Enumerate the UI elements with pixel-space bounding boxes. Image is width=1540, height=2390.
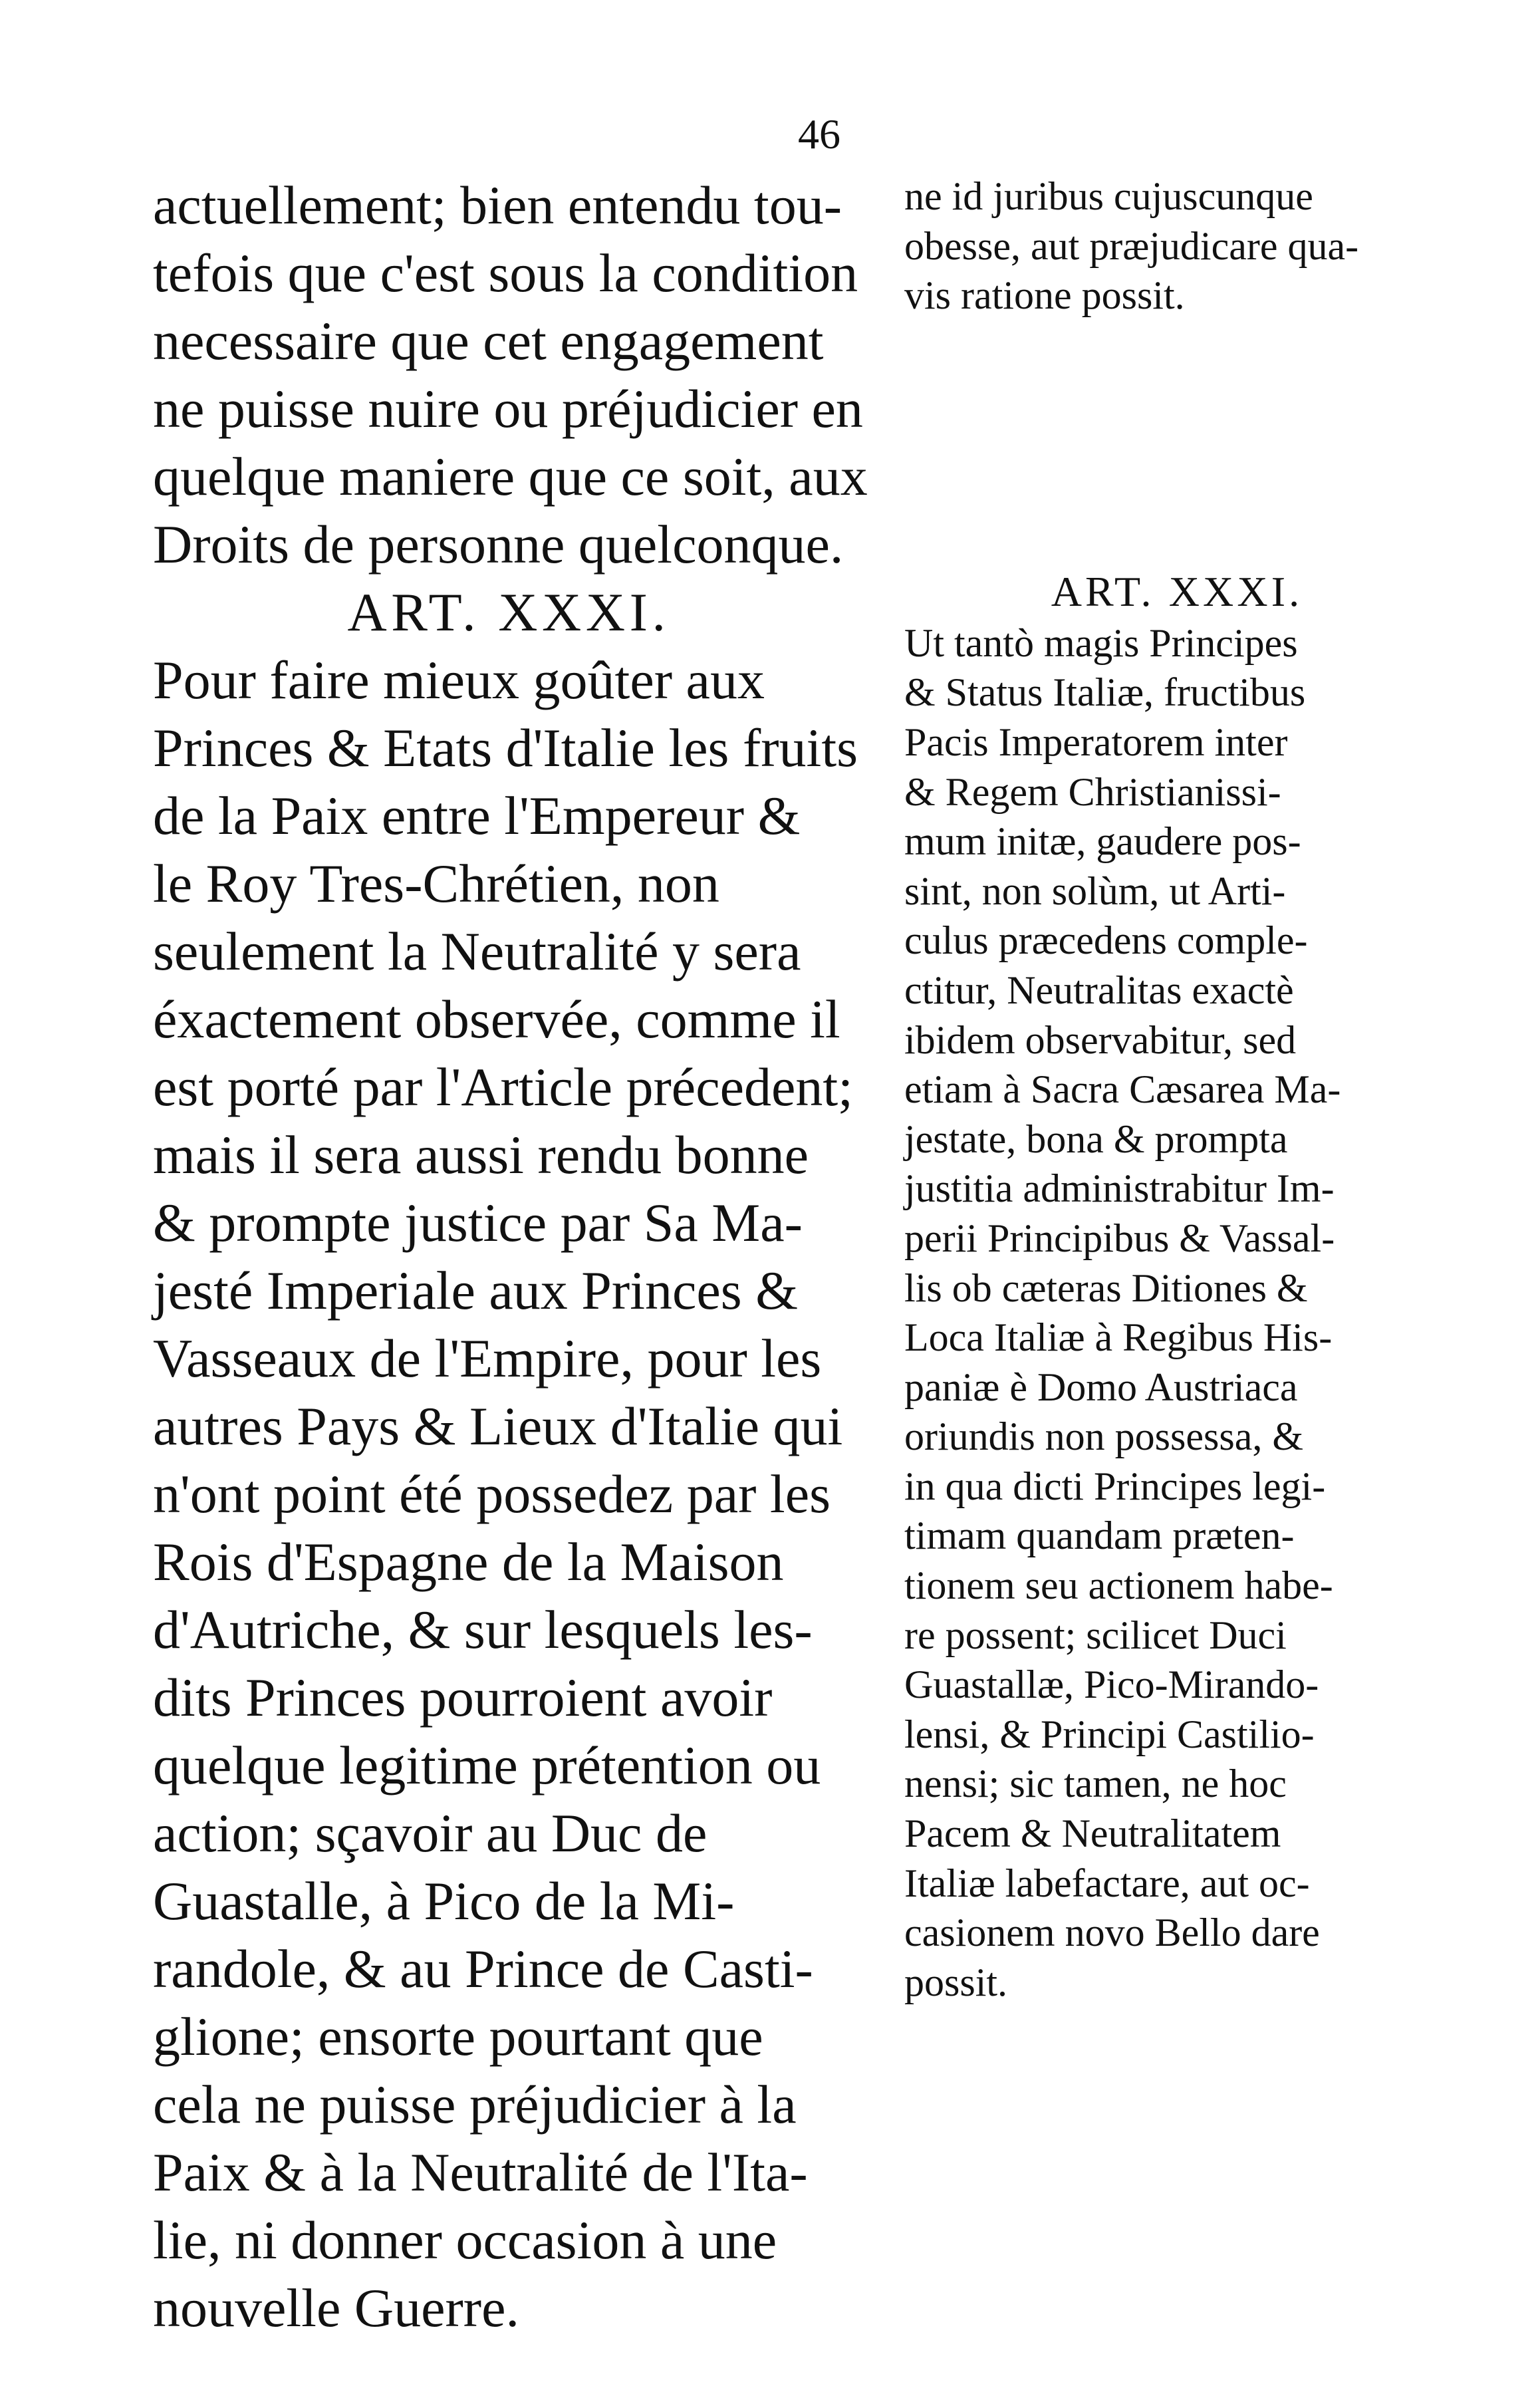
french-text-line: Paix & à la Neutralité de l'Ita-	[153, 2142, 808, 2202]
french-text-line: actuellement; bien entendu tou-	[153, 175, 842, 235]
latin-text-line: etiam à Sacra Cæsarea Ma-	[904, 1067, 1341, 1112]
latin-text-line: & Regem Christianissi-	[904, 769, 1281, 814]
french-text-line: est porté par l'Article précedent;	[153, 1057, 853, 1117]
latin-text-line: ne id juribus cujuscunque	[904, 174, 1313, 218]
french-article-heading: ART. XXXI.	[347, 582, 670, 642]
latin-continuation	[904, 172, 1450, 321]
latin-text-line: casionem novo Bello dare	[904, 1911, 1320, 1955]
french-text-line: éxactement observée, comme il	[153, 989, 840, 1049]
latin-article-body	[904, 618, 1450, 2008]
french-text-line: dits Princes pourroient avoir	[153, 1667, 773, 1728]
latin-text-line: possit.	[904, 1960, 1008, 2004]
latin-article-heading: ART. XXXI.	[1051, 567, 1303, 615]
french-text-line: Vasseaux de l'Empire, pour les	[153, 1328, 822, 1389]
latin-text-line: Pacis Imperatorem inter	[904, 720, 1288, 764]
french-text-line: quelque legitime prétention ou	[153, 1735, 821, 1795]
french-text-line: Princes & Etats d'Italie les fruits	[153, 718, 858, 778]
french-text-line: mais il sera aussi rendu bonne	[153, 1125, 809, 1185]
french-text-line: autres Pays & Lieux d'Italie qui	[153, 1396, 843, 1456]
french-text-line: nouvelle Guerre.	[153, 2278, 519, 2338]
french-text-line: n'ont point été possedez par les	[153, 1464, 831, 1524]
french-text-line: action; sçavoir au Duc de	[153, 1803, 707, 1863]
latin-text-line: lis ob cæteras Ditiones &	[904, 1265, 1308, 1310]
latin-text-line: re possent; scilicet Duci	[904, 1613, 1287, 1657]
latin-text-line: jestate, bona & prompta	[904, 1117, 1288, 1161]
french-text-line: randole, & au Prince de Casti-	[153, 1938, 813, 1999]
french-text-line: Rois d'Espagne de la Maison	[153, 1531, 784, 1592]
latin-text-line: ibidem observabitur, sed	[904, 1017, 1297, 1062]
page-number: 46	[798, 110, 840, 158]
french-text-line: Droits de personne quelconque.	[153, 514, 844, 575]
latin-text-line: oriundis non possessa, &	[904, 1414, 1303, 1459]
latin-text-line: paniæ è Domo Austriaca	[904, 1365, 1298, 1409]
latin-text-line: justitia administrabitur Im-	[904, 1166, 1335, 1211]
latin-text-line: Ut tantò magis Principes	[904, 620, 1298, 665]
french-text-line: d'Autriche, & sur lesquels les-	[153, 1599, 813, 1660]
french-text-line: le Roy Tres-Chrétien, non	[153, 853, 719, 914]
latin-text-line: Guastallæ, Pico-Mirando-	[904, 1662, 1319, 1707]
latin-text-line: perii Principibus & Vassal-	[904, 1216, 1335, 1260]
latin-text-line: Loca Italiæ à Regibus His-	[904, 1315, 1333, 1360]
french-article-body	[153, 646, 864, 2342]
latin-spacer	[904, 321, 1450, 565]
latin-text-line: vis ratione possit.	[904, 273, 1185, 318]
french-column	[153, 172, 868, 2342]
latin-text-line: lensi, & Principi Castilio-	[904, 1712, 1315, 1756]
latin-text-line: tionem seu actionem habe-	[904, 1563, 1333, 1608]
french-text-line: lie, ni donner occasion à une	[153, 2210, 777, 2270]
latin-column	[904, 172, 1450, 2007]
latin-text-line: timam quandam præten-	[904, 1514, 1295, 1558]
latin-text-line: culus præcedens comple-	[904, 918, 1308, 963]
french-text-line: de la Paix entre l'Empereur &	[153, 785, 801, 846]
french-text-line: cela ne puisse préjudicier à la	[153, 2074, 797, 2135]
latin-text-line: obesse, aut præjudicare qua-	[904, 223, 1359, 268]
french-text-line: seulement la Neutralité y sera	[153, 921, 801, 982]
latin-text-line: nensi; sic tamen, ne hoc	[904, 1762, 1287, 1806]
french-text-line: Pour faire mieux goûter aux	[153, 650, 765, 710]
french-text-line: glione; ensorte pourtant que	[153, 2006, 763, 2067]
latin-text-line: in qua dicti Principes legi-	[904, 1464, 1326, 1508]
latin-text-line: sint, non solùm, ut Arti-	[904, 868, 1286, 913]
french-text-line: quelque maniere que ce soit, aux	[153, 446, 868, 507]
latin-text-line: Italiæ labefactare, aut oc-	[904, 1861, 1310, 1905]
french-text-line: tefois que c'est sous la condition	[153, 243, 858, 303]
french-text-line: necessaire que cet engagement	[153, 311, 824, 371]
latin-text-line: Pacem & Neutralitatem	[904, 1811, 1281, 1856]
latin-text-line: mum initæ, gaudere pos-	[904, 819, 1301, 864]
french-continuation	[153, 172, 868, 579]
french-text-line: ne puisse nuire ou préjudicier en	[153, 378, 863, 439]
french-text-line: Guastalle, à Pico de la Mi-	[153, 1871, 735, 1931]
french-text-line: & prompte justice par Sa Ma-	[153, 1192, 803, 1253]
latin-text-line: ctitur, Neutralitas exactè	[904, 968, 1294, 1012]
french-text-line: jesté Imperiale aux Princes &	[153, 1260, 798, 1321]
latin-text-line: & Status Italiæ, fructibus	[904, 670, 1306, 715]
